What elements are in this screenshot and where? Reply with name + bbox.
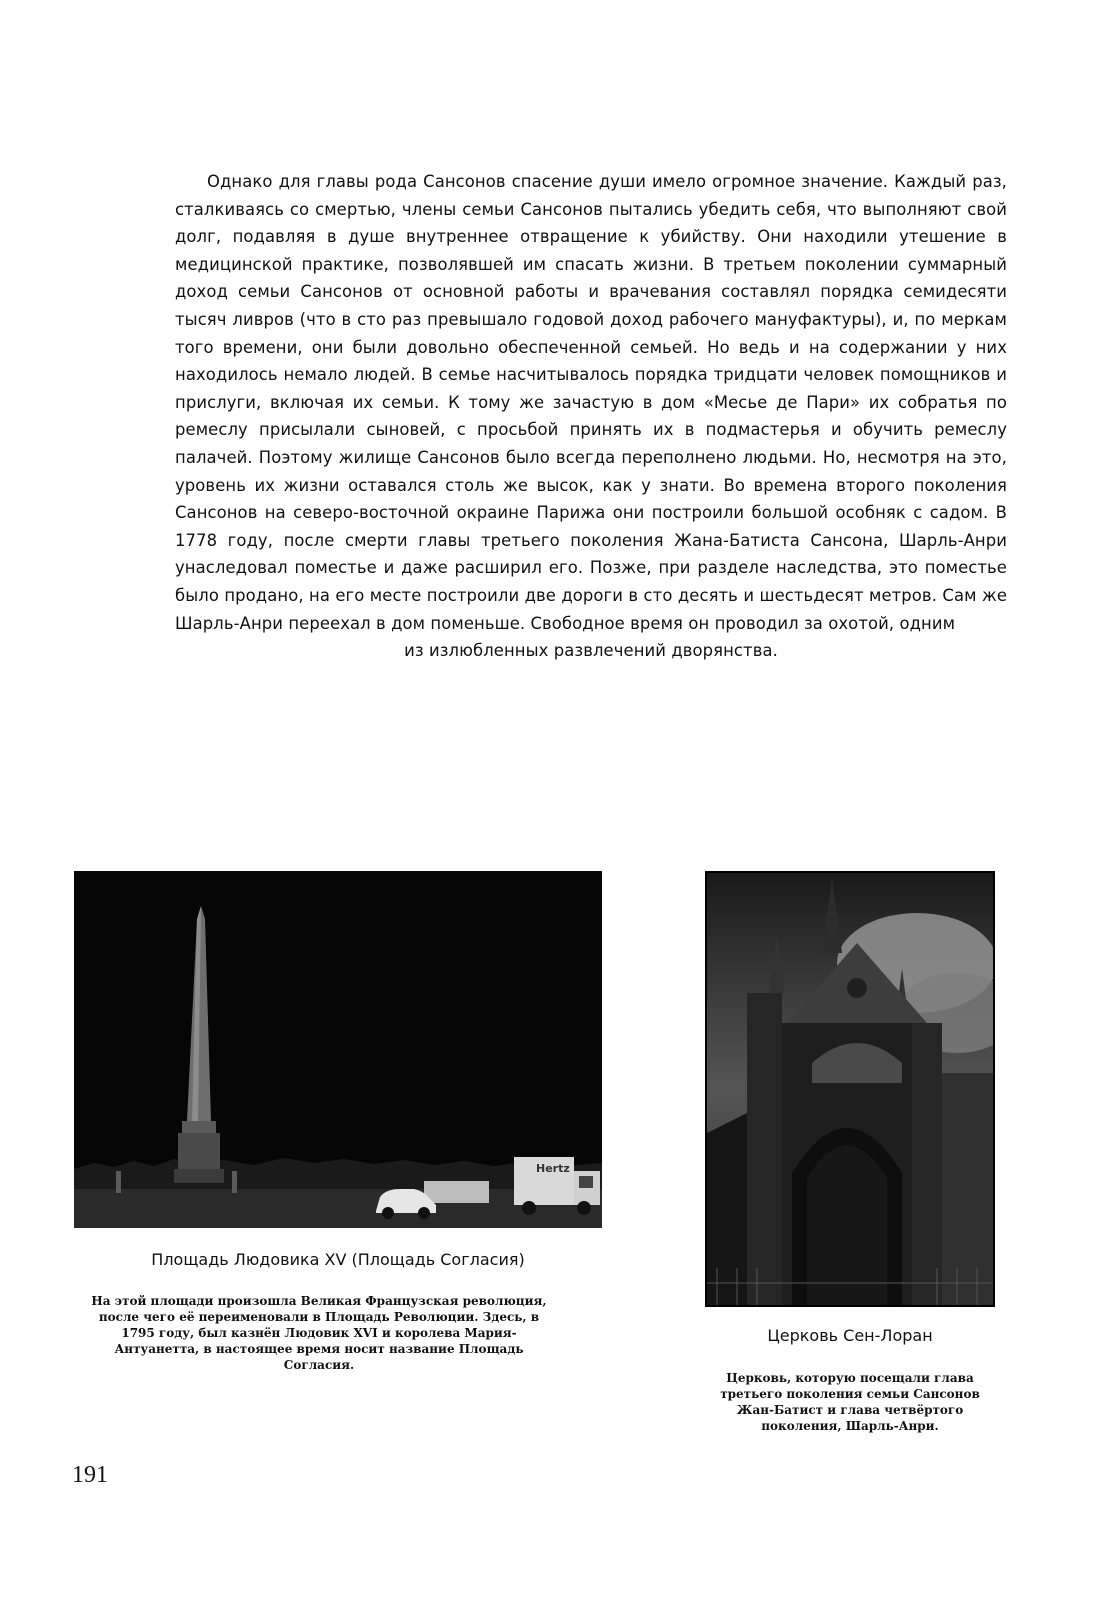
truck-sign: Hertz <box>536 1162 570 1175</box>
church-photo <box>705 871 995 1307</box>
figure-title: Церковь Сен-Лоран <box>767 1326 933 1345</box>
body-text <box>175 168 1007 665</box>
obelisk-photo <box>74 871 602 1228</box>
figure-caption: На этой площади произошла Великая Французская революция, после чего её переименовали в Площадь Революции. Здесь, в 1795 году, был казнён Людовик XVI и королева Мария-Антуанетта, в настоящее время носит название Площадь Согласия. <box>91 1294 547 1372</box>
figure-title: Площадь Людовика XV (Площадь Согласия) <box>151 1250 525 1269</box>
paragraph: Однако для главы рода Сансонов спасение души имело огромное значение. Каждый раз, сталкиваясь со смертью, члены семьи Сансонов пытались убедить себя, что выполняют свой долг, подавляя в душе внутреннее отвращение к убийству. Они находили утешение в медицинской практике, позволявшей им спасать жизни. В третьем поколении суммарный доход семьи Сансонов от основной работы и врачевания составлял порядка семидесяти тысяч ливров (что в сто раз превышало годовой доход рабочего мануфактуры), и, по меркам того времени, они были довольно обеспеченной семьей. Но ведь и на содержании у них находилось немало людей. В семье насчитывалось порядка тридцати человек помощников и прислуги, включая их семьи. К тому же зачастую в дом «Месье де Пари» их собратья по ремеслу присылали сыновей, с просьбой принять их в подмастерья и обучить ремеслу палачей. Поэтому жилище Сансонов было всегда переполнено людьми. Но, несмотря на это, уровень их жизни оставался столь же высок, как у знати. Во времена второго поколения Сансонов на северо-восточной окраине Парижа они построили большой особняк с садом. В 1778 году, после смерти главы третьего поколения Жана-Батиста Сансона, Шарль-Анри унаследовал поместье и даже расширил его. Позже, при разделе наследства, это поместье было продано, на его месте построили две дороги в сто десять и шестьдесят метров. Сам же Шарль-Анри переехал в дом поменьше. Свободное время он проводил за охотой, одним <box>175 172 1007 633</box>
page-number: 191 <box>72 1462 108 1488</box>
figure-caption: Церковь, которую посещали глава третьего поколения семьи Сансонов Жан-Батист и глава четвёртого поколения, Шарль-Анри. <box>720 1371 980 1433</box>
paragraph-last-line: из излюбленных развлечений дворянства. <box>404 641 778 661</box>
